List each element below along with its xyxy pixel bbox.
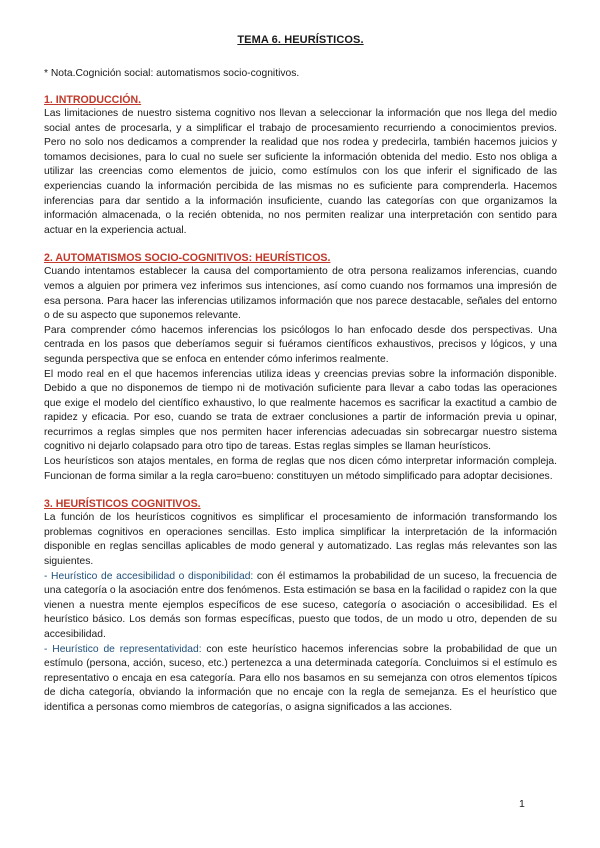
section-heading: 3. HEURÍSTICOS COGNITIVOS.	[44, 498, 201, 511]
item-text: con este heurístico hacemos inferencias sobre la probabilidad de que un estímulo (persona, acción, suceso, etc.) pertenezca a una determinada categoría. Concluimos si el estímulo es representativo o encaja en esa categoría. Para ello nos basamos en su semejanza con otros elementos típicos de dicha categoría, obviando la información que no encaje con la regla de semejanza. Es el heurístico que identifica a personas como miembros de categorías, o asigna significados a las acciones.	[44, 643, 558, 713]
section-introduccion	[44, 94, 557, 238]
page-number: 1	[519, 798, 525, 810]
paragraph: Cuando intentamos establecer la causa del comportamiento de otra persona realizamos inferencias, cuando vemos a alguien por primera vez inferimos sus intenciones, así como cuando nos formamos una impresión de esa persona. Para hacer las inferencias utilizamos información que nos parece destacable, señales del entorno o de su aspecto que suponemos relevante.	[44, 266, 557, 322]
item-label: - Heurístico de representatividad:	[44, 643, 202, 655]
paragraph: Los heurísticos son atajos mentales, en forma de reglas que nos dicen cómo interpretar información compleja. Funcionan de forma similar a la regla caro=bueno: constituyen un método simplificado para adoptar decisiones.	[44, 456, 557, 482]
item-text: con él estimamos la probabilidad de un suceso, la frecuencia de una categoría o la asociación entre dos fenómenos. Esta estimación se basa en la facilidad o rapidez con la que vienen a nuestra mente ejemplos específicos de ese suceso, categoría o asociación o accesibilidad. Es el heurístico básico. Los demás son formas específicas, puesto que todos, de un modo u otro, dependen de su accesibilidad.	[44, 570, 557, 640]
section-heading: 2. AUTOMATISMOS SOCIO-COGNITIVOS: HEURÍSTICOS.	[44, 252, 331, 265]
section-heuristicos-cognitivos	[44, 498, 557, 715]
page-title: TEMA 6. HEURÍSTICOS.	[237, 34, 364, 46]
list-item	[44, 570, 557, 643]
note-line: * Nota.Cognición social: automatismos socio-cognitivos.	[44, 68, 300, 79]
list-item	[44, 643, 557, 716]
paragraph: Las limitaciones de nuestro sistema cognitivo nos llevan a seleccionar la información que nos llega del medio social antes de procesarla, y a simplificar el trabajo de procesamiento recurriendo a conocimientos previos. Pero no solo nos dedicamos a comprender la realidad que nos rodea y predecirla, también hacemos juicios y tomamos decisiones, para lo cual no suele ser suficiente la información obtenida del medio. Esto nos obliga a utilizar las creencias como elementos de juicio, como estímulos con los que inferir el significado de las experiencias cuando la información percibida de las mismas no es suficiente para comprenderla. Hacemos inferencias para dar sentido a la información insuficiente, cuando las categorías con que organizamos la información almacenada, o la recién obtenida, no nos permiten realizar una interpretación con sentido para actuar en la experiencia actual.	[44, 108, 557, 236]
document-page	[44, 34, 557, 730]
section-heading: 1. INTRODUCCIÓN.	[44, 94, 142, 106]
item-label: - Heurístico de accesibilidad o disponibilidad:	[44, 570, 254, 582]
paragraph: Para comprender cómo hacemos inferencias los psicólogos lo han enfocado desde dos perspectivas. Una centrada en los pasos que deberíamos seguir si fuéramos científicos exhaustivos, precisos y lógicos, y una segunda perspectiva que se enfoca en entender cómo inferimos realmente.	[44, 324, 557, 365]
section-automatismos	[44, 252, 557, 484]
paragraph: La función de los heurísticos cognitivos es simplificar el procesamiento de información transformando los problemas cognitivos en operaciones sencillas. Esto implica simplificar la interpretación de la información disponible en reglas sencillas aplicables de modo general y automatizado. Las reglas más relevantes son las siguientes.	[44, 512, 557, 568]
paragraph: El modo real en el que hacemos inferencias utiliza ideas y creencias previas sobre la información disponible. Debido a que no disponemos de tiempo ni de motivación suficiente para llevar a cabo todas las operaciones que exige el modelo del científico exhaustivo, lo que realmente hacemos es sacrificar la exactitud a cambio de rapidez y eficacia. Por eso, cuando se trata de extraer conclusiones a partir de información previa u opinar, recurrimos a reglas simples que nos permiten hacer inferencias adecuadas sin sobrecargar nuestro sistema cognitivo ni dejarlo colapsado para otro tipo de tareas. Estas reglas simples se llaman heurísticos.	[44, 368, 557, 453]
